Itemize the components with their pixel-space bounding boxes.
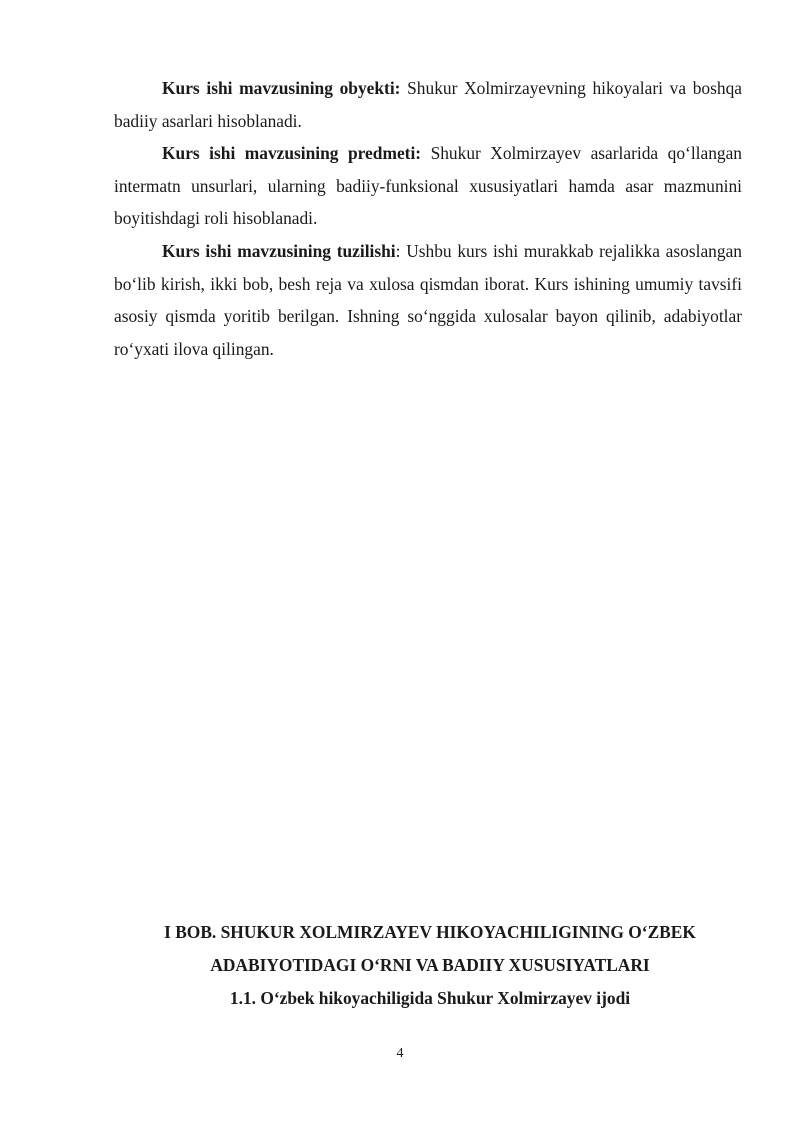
paragraph-subject xyxy=(114,137,742,235)
chapter-heading xyxy=(60,916,800,1015)
paragraph-label: Kurs ishi mavzusining obyekti: xyxy=(162,78,401,98)
page-number: 4 xyxy=(396,1046,404,1061)
paragraph-text: Shukur Xolmirzayevning hikoyalari va boshqa badiiy asarlari hisoblanadi. xyxy=(114,78,743,131)
paragraph-label: Kurs ishi mavzusining predmeti: xyxy=(162,143,422,164)
paragraph-label: Kurs ishi mavzusining tuzilishi xyxy=(162,240,396,261)
paragraph-structure xyxy=(114,235,742,365)
paragraph-text: : Ushbu kurs ishi murakkab rejalikka asoslangan bo‘lib kirish, ikki bob, besh reja va xulosa qismdan iborat. Kurs ishining umumiy tavsifi asosiy qismda yoritib berilgan. Ishning so‘nggida xulosalar bayon qilinib, adabiyotlar ro‘yxati ilova qilingan. xyxy=(114,240,742,359)
body-text xyxy=(114,72,742,365)
paragraph-object xyxy=(114,72,742,137)
chapter-title-line-1: I BOB. SHUKUR XOLMIRZAYEV HIKOYACHILIGINING O‘ZBEK xyxy=(164,922,696,942)
chapter-title-line-2: ADABIYOTIDAGI O‘RNI VA BADIIY XUSUSIYATLARI xyxy=(210,955,650,975)
section-title: 1.1. O‘zbek hikoyachiligida Shukur Xolmirzayev ijodi xyxy=(229,988,631,1008)
paragraph-text: Shukur Xolmirzayev asarlarida qo‘llangan intermatn unsurlari, ularning badiiy-funksional xususiyatlari hamda asar mazmunini boyitishdagi roli hisoblanadi. xyxy=(114,143,743,229)
